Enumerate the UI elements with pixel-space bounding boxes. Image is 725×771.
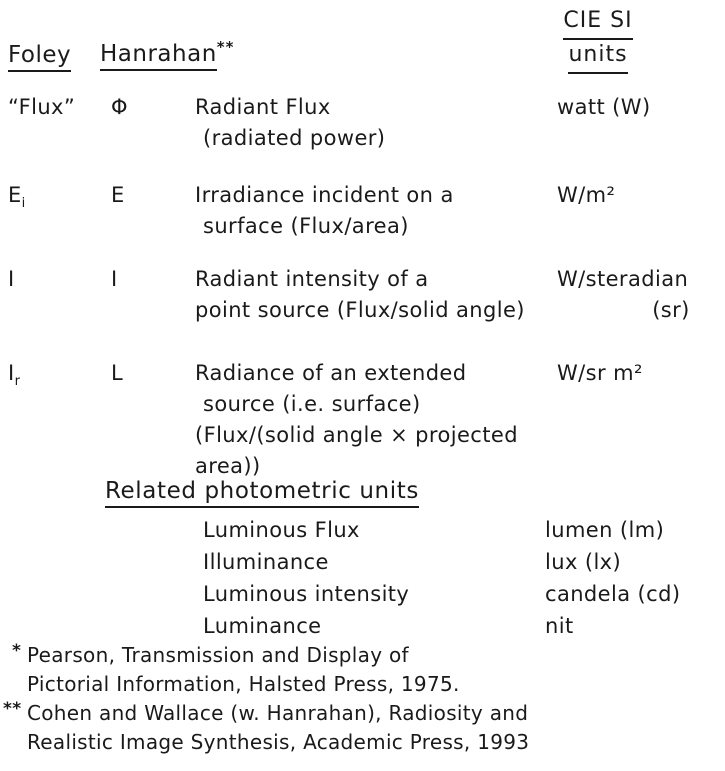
foley-symbol: $I_r$ (8, 361, 21, 390)
photometric-quantity: Luminance (203, 614, 322, 638)
foley-header-label: Foley (8, 42, 71, 72)
hanrahan-header-underline (100, 41, 217, 71)
description-line: (Flux/(solid angle × projected area)) (195, 423, 518, 478)
table-row-radiant-intensity (0, 264, 725, 326)
photometric-unit: nit (545, 614, 574, 638)
quantity-description (195, 264, 545, 326)
quantity-description (195, 358, 545, 482)
photometric-quantity: Luminous Flux (203, 518, 360, 542)
unit-line: W/steradian (557, 267, 689, 291)
photometric-list (0, 514, 725, 642)
hanrahan-symbol: Φ (111, 95, 128, 119)
photometric-section-heading: Related photometric units (105, 478, 419, 508)
description-line: Irradiance incident on a (195, 183, 454, 207)
quantity-description (195, 92, 545, 154)
quantity-description (195, 180, 545, 242)
foley-symbol: I (8, 267, 15, 291)
units-label: units (568, 40, 627, 74)
unit-line: (sr) (652, 298, 690, 322)
photometric-quantity: Illuminance (203, 550, 329, 574)
unit-line: W/m² (557, 183, 616, 207)
hanrahan-footnote-marker: ** (216, 38, 235, 56)
footnote-marker: ** (3, 699, 22, 719)
si-unit (545, 92, 725, 154)
description-line: Radiance of an extended (195, 361, 467, 385)
unit-line: W/sr m² (557, 361, 643, 385)
footnote-cohen-wallace (0, 699, 725, 757)
foley-symbol: $E_i$ (8, 183, 26, 212)
description-line: source (i.e. surface) (203, 392, 421, 416)
photometric-quantity: Luminous intensity (203, 582, 410, 606)
foley-symbol: “Flux” (8, 95, 76, 119)
si-unit (545, 180, 725, 242)
hanrahan-symbol: L (111, 361, 124, 385)
table-row-radiant-flux (0, 92, 725, 154)
photometric-unit: candela (cd) (545, 582, 681, 606)
description-line: (radiated power) (203, 126, 386, 150)
description-line: Radiant intensity of a (195, 267, 429, 291)
footnote-marker: * (12, 641, 22, 661)
si-unit (545, 358, 725, 482)
list-item (0, 578, 725, 610)
column-header-cie-si-units (533, 6, 663, 74)
footnote-pearson (0, 641, 725, 699)
footnote-line: Cohen and Wallace (w. Hanrahan), Radiosity and (27, 701, 529, 725)
photometric-unit: lumen (lm) (545, 518, 665, 542)
unit-line: watt (W) (557, 95, 651, 119)
table-row-radiance (0, 358, 725, 482)
list-item (0, 514, 725, 546)
footnote-line: Pictorial Information, Halsted Press, 1975. (27, 672, 460, 696)
description-line: Radiant Flux (195, 95, 331, 119)
column-header-foley (8, 42, 71, 72)
list-item (0, 610, 725, 642)
si-unit (545, 264, 725, 326)
footnote-line: Pearson, Transmission and Display of (27, 643, 409, 667)
photometric-unit: lux (lx) (545, 550, 622, 574)
description-line: surface (Flux/area) (203, 214, 409, 238)
hanrahan-symbol: I (111, 267, 118, 291)
footnote-line: Realistic Image Synthesis, Academic Press, 1993 (27, 730, 530, 754)
description-line: point source (Flux/solid angle) (195, 298, 525, 322)
hanrahan-symbol: E (111, 183, 125, 207)
cie-si-label: CIE SI (563, 6, 632, 40)
column-header-hanrahan (100, 38, 234, 71)
hanrahan-header-label: Hanrahan (100, 40, 217, 67)
table-row-irradiance (0, 180, 725, 242)
list-item (0, 546, 725, 578)
